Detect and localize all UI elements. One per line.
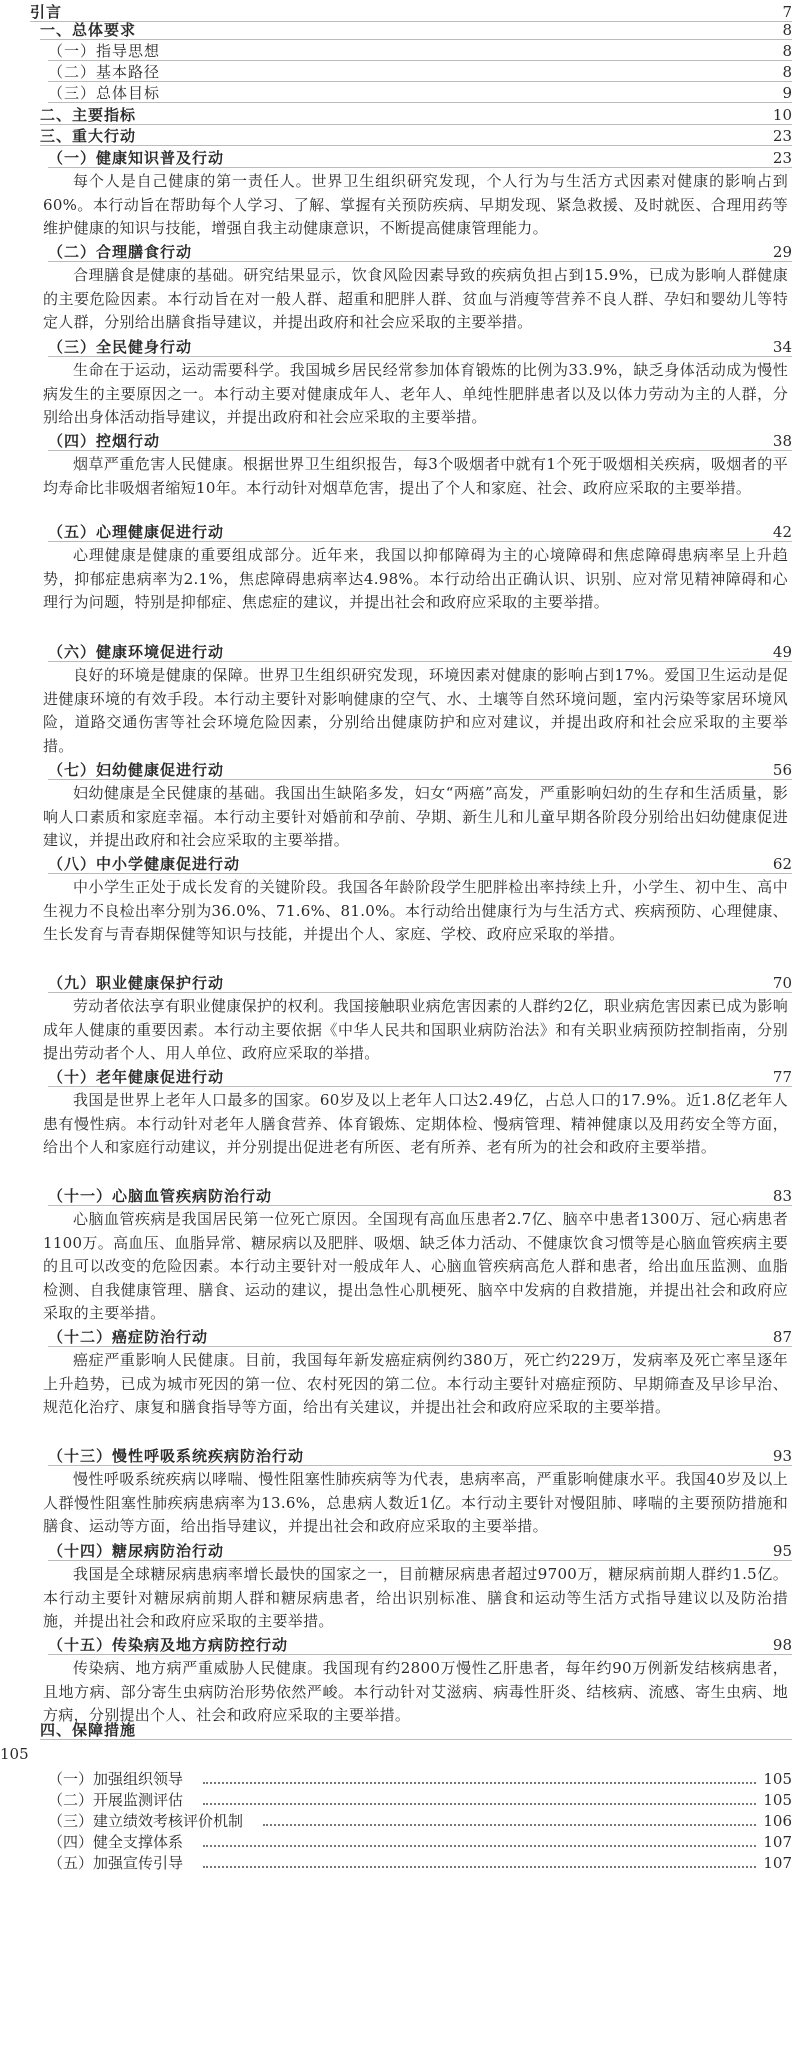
dot-leader [203,1866,756,1868]
toc-page-number: 8 [782,63,792,81]
toc-page-number: 105 [761,1767,792,1791]
toc-page-number: 10 [772,106,792,124]
toc-entry-title: （三）总体目标 [48,84,161,102]
dot-leader [263,1824,756,1826]
underline-rule [48,541,792,542]
toc-entry-title: （十五）传染病及地方病防控行动 [48,1636,289,1654]
toc-entry-title: （十三）慢性呼吸系统疾病防治行动 [48,1447,305,1465]
underline-rule [48,1086,792,1087]
toc-entry-title: （二）开展监测评估 [48,1791,184,1809]
toc-entry-title: （一）指导思想 [48,42,161,60]
toc-entry-title: （三）全民健身行动 [48,338,193,356]
underline-rule [48,661,792,662]
toc-page-number: 34 [772,338,792,356]
toc-entry-title: （二）基本路径 [48,63,161,81]
section-summary: 心理健康是健康的重要组成部分。近年来，我国以抑郁障碍为主的心境障碍和焦虑障碍患病率呈上升趋势，抑郁症患病率为2.1%，焦虑障碍患病率达4.98%。本行动给出正确认识、识别、应对常见精神障碍和心理行为问题，特别是抑郁症、焦虑症的建议，并提出社会和政府应采取的主要举措。 [43,546,788,611]
toc-page-number: 95 [772,1542,792,1560]
toc-entry-title: （十四）糖尿病防治行动 [48,1542,225,1560]
toc-entry-title: 三、重大行动 [40,127,137,145]
toc-entry-title: （十二）癌症防治行动 [48,1328,209,1346]
toc-entry-title: （二）合理膳食行动 [48,243,193,261]
section-summary: 妇幼健康是全民健康的基础。我国出生缺陷多发，妇女“两癌”高发，严重影响妇幼的生存和生活质量，影响人口素质和家庭幸福。本行动主要针对婚前和孕前、孕期、新生儿和儿童早期各阶段分别给出妇幼健康促进建议，并提出政府和社会应采取的主要举措。 [43,784,788,849]
toc-entry-title: （四）控烟行动 [48,432,161,450]
section-summary: 心脑血管疾病是我国居民第一位死亡原因。全国现有高血压患者2.7亿、脑卒中患者1300万、冠心病患者1100万。高血压、血脂异常、糖尿病以及肥胖、吸烟、缺乏体力活动、不健康饮食习惯等是心脑血管疾病主要的且可以改变的危险因素。本行动主要针对一般成年人、心脑血管疾病高危人群和患者，给出血压监测、血脂检测、自我健康管理、膳食、运动的建议，提出急性心肌梗死、脑卒中发病的自救措施，并提出社会和政府应采取的主要举措。 [43,1210,788,1322]
toc-page-number: 9 [782,84,792,102]
dot-leader [203,1845,756,1847]
section-summary: 我国是世界上老年人口最多的国家。60岁及以上老年人口达2.49亿，占总人口的17.9%。近1.8亿老年人患有慢性病。本行动针对老年人膳食营养、体育锻炼、定期体检、慢病管理、精神健康以及用药安全等方面，给出个人和家庭行动建议，并分别提出促进老有所医、老有所养、老有所为的社会和政府主要举措。 [43,1091,788,1156]
section-summary: 癌症严重影响人民健康。目前，我国每年新发癌症病例约380万，死亡约229万，发病率及死亡率呈逐年上升趋势，已成为城市死因的第一位、农村死因的第二位。本行动主要针对癌症预防、早期筛查及早诊早治、规范化治疗、康复和膳食指导等方面，给出有关建议，并提出社会和政府应采取的主要举措。 [43,1351,788,1416]
underline-rule [48,356,792,357]
toc-page-number: 8 [782,42,792,60]
toc-page-number: 42 [772,523,792,541]
underline-rule [48,1654,792,1655]
section-summary: 我国是全球糖尿病患病率增长最快的国家之一，目前糖尿病患者超过9700万，糖尿病前期人群约1.5亿。本行动主要针对糖尿病前期人群和糖尿病患者，给出识别标准、膳食和运动等生活方式指导建议以及防治措施，并提出社会和政府应采取的主要举措。 [43,1565,788,1630]
toc-page-number: 70 [772,974,792,992]
toc-entry-title: 一、总体要求 [40,21,137,39]
dot-leader [203,1782,756,1784]
toc-entry-title: （七）妇幼健康促进行动 [48,761,225,779]
underline-rule [48,450,792,451]
toc-page-number: 56 [772,761,792,779]
section-summary: 生命在于运动，运动需要科学。我国城乡居民经常参加体育锻炼的比例为33.9%，缺乏身体活动成为慢性病发生的主要原因之一。本行动主要对健康成年人、老年人、单纯性肥胖患者以及以体力劳动为主的人群，分别给出身体活动指导建议，并提出政府和社会应采取的主要举措。 [43,361,788,426]
underline-rule [48,873,792,874]
toc-page-number: 29 [772,243,792,261]
dot-leader [203,1803,756,1805]
toc-page-number: 7 [782,3,792,21]
toc-entry-title: （四）健全支撑体系 [48,1833,184,1851]
toc-page-number: 105 [761,1788,792,1812]
toc-page-number: 62 [772,855,792,873]
toc-entry-title: （五）加强宣传引导 [48,1854,184,1872]
underline-rule [48,1205,792,1206]
toc-page-number: 93 [772,1447,792,1465]
toc-entry[interactable] [0,1851,800,1875]
toc-page-number: 98 [772,1636,792,1654]
underline-rule [48,1560,792,1561]
underline-rule [48,992,792,993]
section-summary: 每个人是自己健康的第一责任人。世界卫生组织研究发现，个人行为与生活方式因素对健康的影响占到60%。本行动旨在帮助每个人学习、了解、掌握有关预防疾病、早期发现、紧急救援、及时就医、合理用药等维护健康的知识与技能，增强自我主动健康意识，不断提高健康管理能力。 [43,172,788,237]
toc-entry-title: （九）职业健康保护行动 [48,974,225,992]
section-summary: 劳动者依法享有职业健康保护的权利。我国接触职业病危害因素的人群约2亿，职业病危害因素已成为影响成年人健康的重要因素。本行动主要依据《中华人民共和国职业病防治法》和有关职业病预防控制指南，分别提出劳动者个人、用人单位、政府应采取的举措。 [43,997,788,1062]
toc-entry-title: （三）建立绩效考核评价机制 [48,1812,244,1830]
toc-entry-title: 引言 [30,3,63,21]
toc-page-number: 87 [772,1328,792,1346]
section-summary: 传染病、地方病严重威胁人民健康。我国现有约2800万慢性乙肝患者，每年约90万例新发结核病患者，且地方病、部分寄生虫病防治形势依然严峻。本行动针对艾滋病、病毒性肝炎、结核病、流感、寄生虫病、地方病，分别提出个人、社会和政府应采取的主要举措。 [43,1659,788,1724]
underline-rule [40,1739,792,1740]
toc-page-number: 8 [782,21,792,39]
toc-page-number: 106 [761,1809,792,1833]
underline-rule [48,1346,792,1347]
toc-entry-title: （八）中小学健康促进行动 [48,855,241,873]
toc-entry-title: （十一）心脑血管疾病防治行动 [48,1187,273,1205]
toc-entry-title: 四、保障措施 [40,1721,137,1739]
toc-entry-title: （一）健康知识普及行动 [48,149,225,167]
toc-page-number: 107 [761,1851,792,1875]
section-summary: 慢性呼吸系统疾病以哮喘、慢性阻塞性肺疾病等为代表，患病率高，严重影响健康水平。我国40岁及以上人群慢性阻塞性肺疾病患病率为13.6%，总患病人数近1亿。本行动主要针对慢阻肺、哮喘的主要预防措施和膳食、运动等方面，给出指导建议，并提出社会和政府应采取的主要举措。 [43,1470,788,1535]
underline-rule [48,167,792,168]
toc-entry-title: （一）加强组织领导 [48,1770,184,1788]
toc-page-number: 49 [772,643,792,661]
toc-entry-title: 二、主要指标 [40,106,137,124]
underline-rule [48,261,792,262]
toc-page-number: 77 [772,1068,792,1086]
underline-rule [48,779,792,780]
toc-entry-title: （五）心理健康促进行动 [48,523,225,541]
section-summary: 中小学生正处于成长发育的关键阶段。我国各年龄阶段学生肥胖检出率持续上升，小学生、初中生、高中生视力不良检出率分别为36.0%、71.6%、81.0%。本行动给出健康行为与生活方式、疾病预防、心理健康、生长发育与青春期保健等知识与技能，并提出个人、家庭、学校、政府应采取的举措。 [43,878,788,943]
toc-page-number: 23 [772,127,792,145]
section-summary: 良好的环境是健康的保障。世界卫生组织研究发现，环境因素对健康的影响占到17%。爱国卫生运动是促进健康环境的有效手段。本行动主要针对影响健康的空气、水、土壤等自然环境问题，室内污染等家居环境风险，道路交通伤害等社会环境危险因素，分别给出健康防护和应对建议，并提出政府和社会应采取的主要举措。 [43,666,788,755]
section-summary: 烟草严重危害人民健康。根据世界卫生组织报告，每3个吸烟者中就有1个死于吸烟相关疾病，吸烟者的平均寿命比非吸烟者缩短10年。本行动针对烟草危害，提出了个人和家庭、社会、政府应采取的主要举措。 [43,455,788,497]
orphan-page-number: 105 [0,1745,29,1763]
toc-page-number: 83 [772,1187,792,1205]
toc-page-number: 107 [761,1830,792,1854]
underline-rule [48,1465,792,1466]
toc-entry-title: （六）健康环境促进行动 [48,643,225,661]
toc-page-number: 23 [772,149,792,167]
toc-page-number: 38 [772,432,792,450]
section-summary: 合理膳食是健康的基础。研究结果显示，饮食风险因素导致的疾病负担占到15.9%，已成为影响人群健康的主要危险因素。本行动旨在对一般人群、超重和肥胖人群、贫血与消瘦等营养不良人群、孕妇和婴幼儿等特定人群，分别给出膳食指导建议，并提出政府和社会应采取的主要举措。 [43,266,788,331]
toc-entry-title: （十）老年健康促进行动 [48,1068,225,1086]
